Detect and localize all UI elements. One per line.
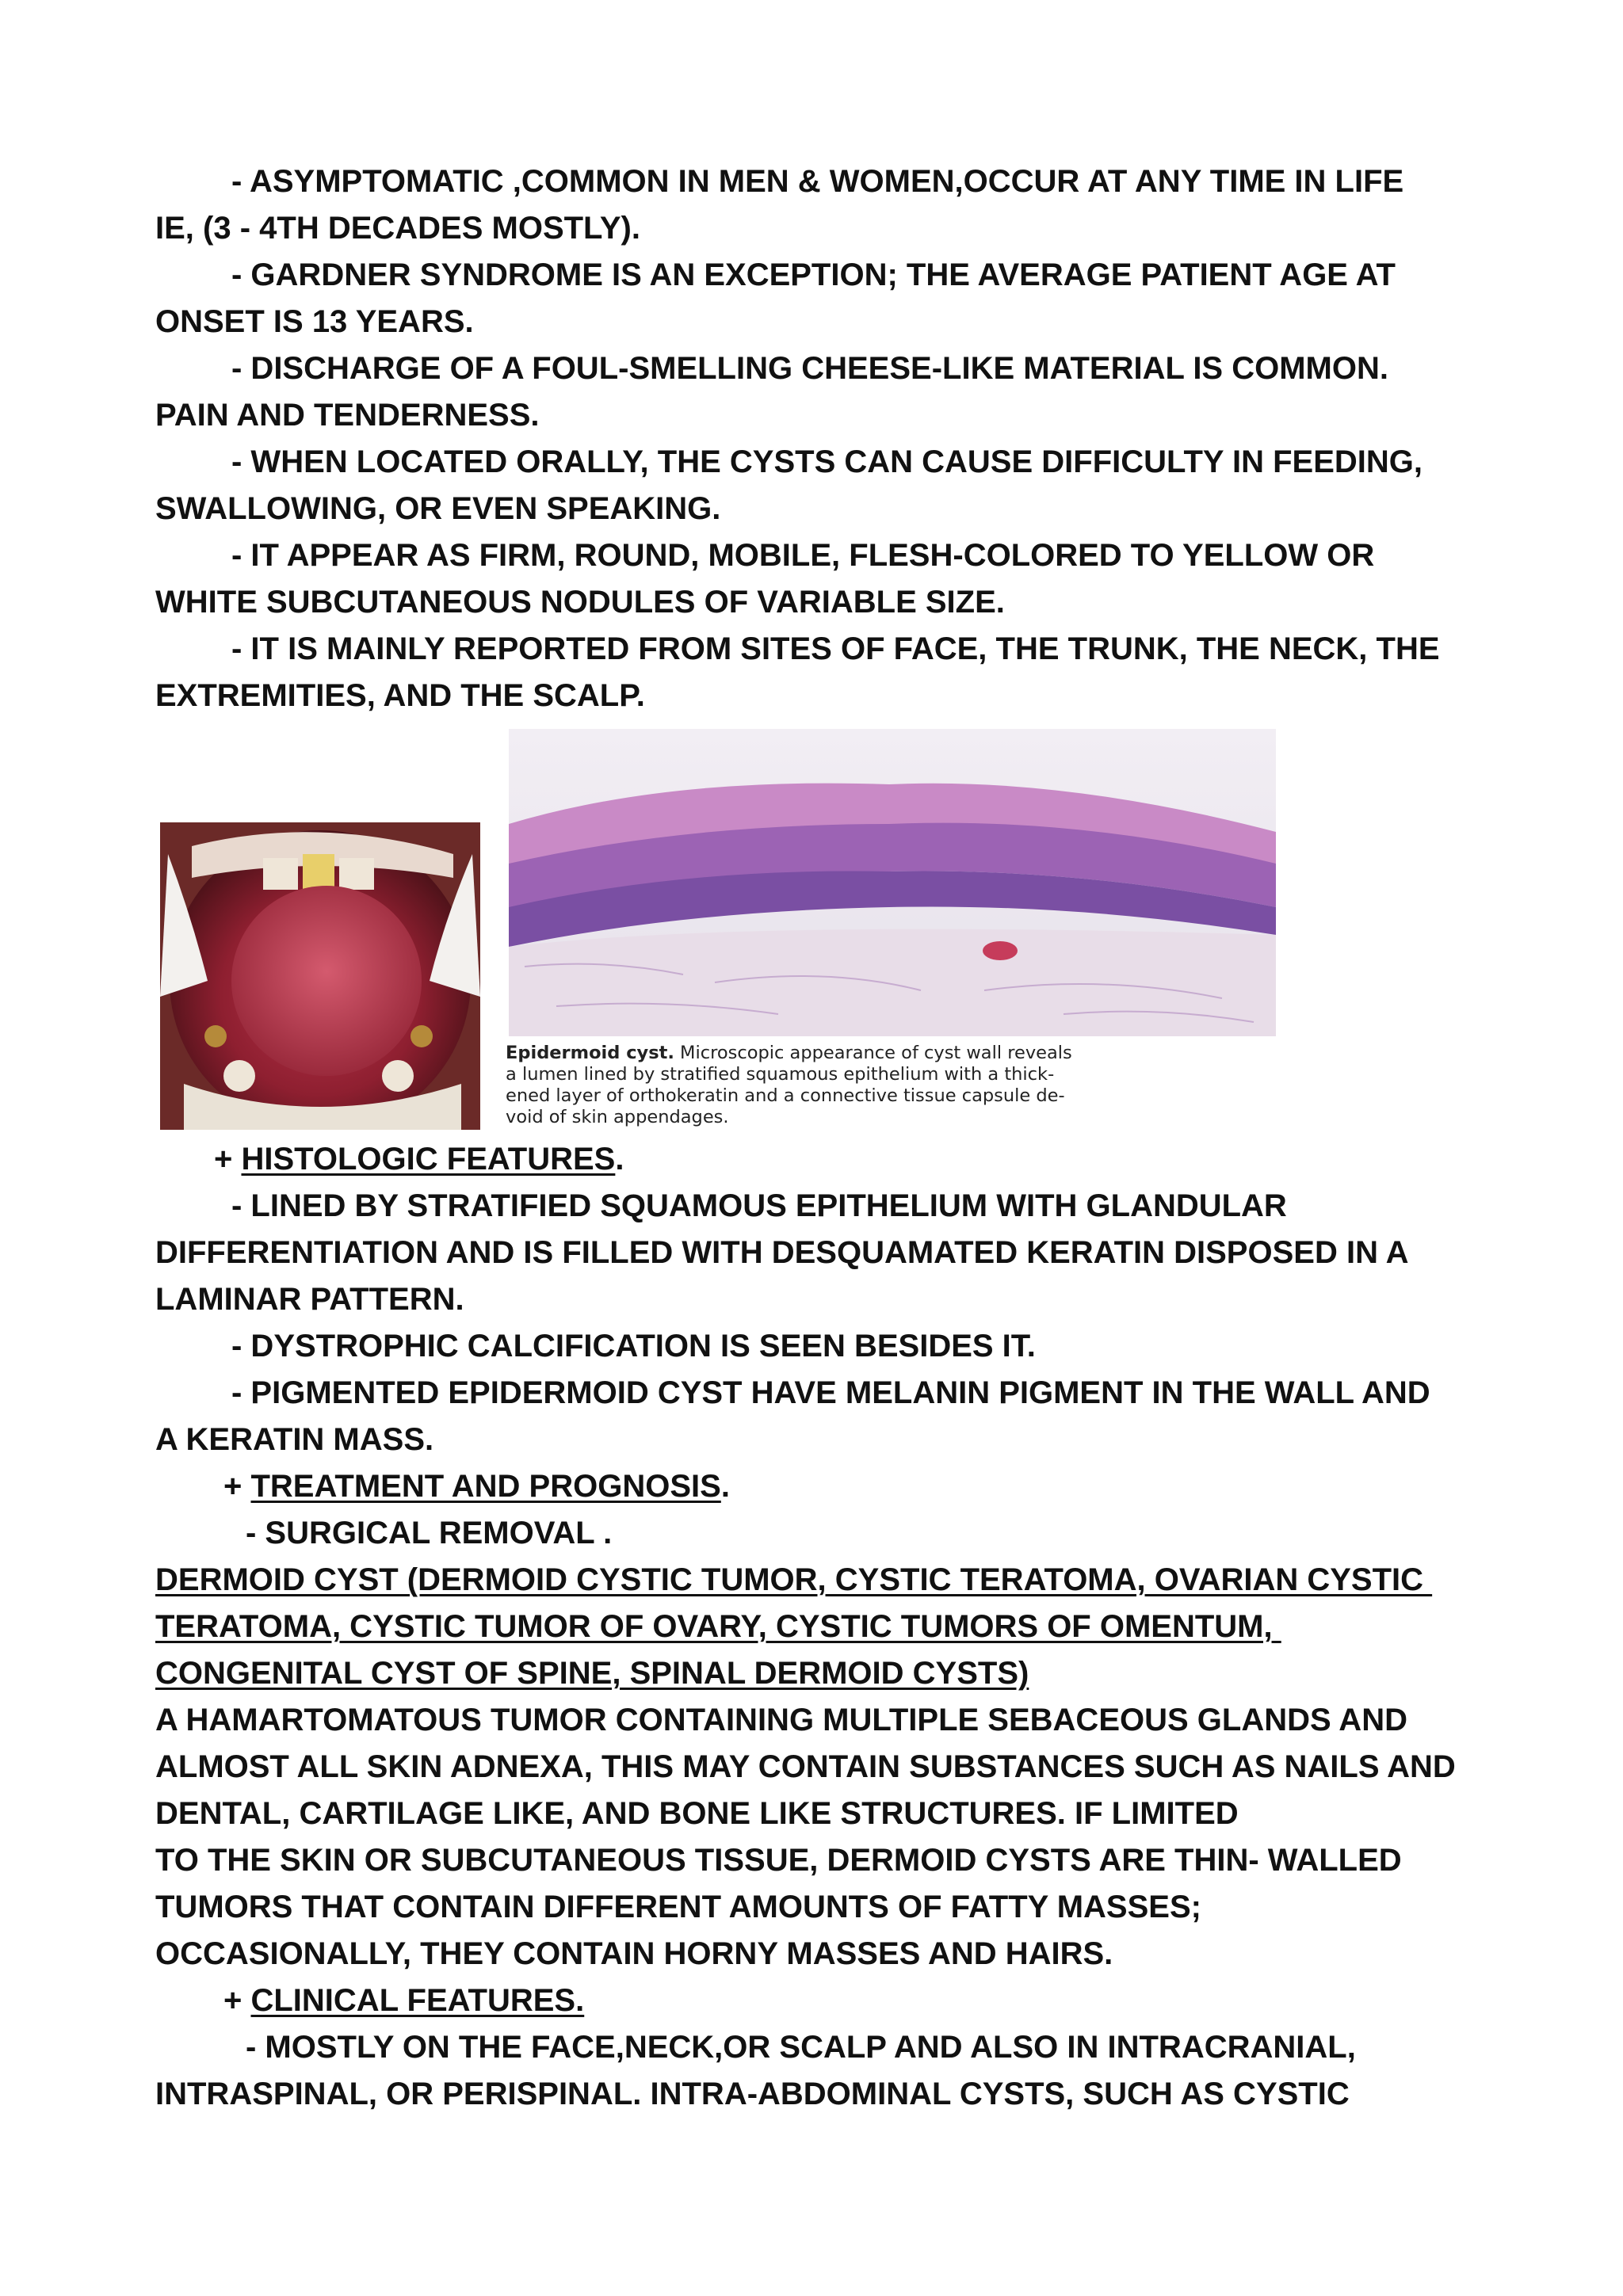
paragraph-line: WHITE SUBCUTANEOUS NODULES OF VARIABLE SIZE. [155,585,1005,620]
bullet-plus: + [223,1469,251,1504]
heading-text: TREATMENT AND PROGNOSIS [250,1469,721,1504]
paragraph-line: - ASYMPTOMATIC ,COMMON IN MEN & WOMEN,OCCUR AT ANY TIME IN LIFE [231,164,1404,199]
paragraph-line: - WHEN LOCATED ORALLY, THE CYSTS CAN CAUSE DIFFICULTY IN FEEDING, [231,444,1423,479]
caption-line: void of skin appendages. [506,1107,729,1127]
paragraph-line: ONSET IS 13 YEARS. [155,304,474,339]
caption-line: Microscopic appearance of cyst wall reveals [674,1043,1072,1063]
section-heading-clinical [155,1978,1571,2024]
paragraph-line: LAMINAR PATTERN. [155,1282,464,1317]
heading-text: CLINICAL FEATURES. [250,1983,585,2018]
paragraph-line: INTRASPINAL, OR PERISPINAL. INTRA-ABDOMINAL CYSTS, SUCH AS CYSTIC [155,2077,1350,2111]
paragraph-line: - DYSTROPHIC CALCIFICATION IS SEEN BESIDES IT. [231,1329,1036,1363]
section-heading-treatment [155,1463,1571,1510]
paragraph-line: - MOSTLY ON THE FACE,NECK,OR SCALP AND ALSO IN INTRACRANIAL, [246,2030,1356,2065]
bullet-plus: + [223,1983,251,2018]
paragraph-line: OCCASIONALLY, THEY CONTAIN HORNY MASSES AND HAIRS. [155,1936,1113,1971]
histology-caption [506,1043,1298,1128]
paragraph-line: - LINED BY STRATIFIED SQUAMOUS EPITHELIUM WITH GLANDULAR [231,1188,1287,1223]
section-heading-histologic [155,1136,1561,1183]
histology-micrograph [509,729,1276,1036]
paragraph-line: DIFFERENTIATION AND IS FILLED WITH DESQUAMATED KERATIN DISPOSED IN A [155,1235,1409,1270]
paragraph-line: SWALLOWING, OR EVEN SPEAKING. [155,491,721,526]
paragraph-line: PAIN AND TENDERNESS. [155,398,540,433]
dermoid-title-line: DERMOID CYST (DERMOID CYSTIC TUMOR, CYSTIC TERATOMA, OVARIAN CYSTIC [155,1562,1433,1597]
paragraph-line: ALMOST ALL SKIN ADNEXA, THIS MAY CONTAIN SUBSTANCES SUCH AS NAILS AND [155,1749,1456,1784]
paragraph-line: - PIGMENTED EPIDERMOID CYST HAVE MELANIN PIGMENT IN THE WALL AND [231,1375,1430,1410]
paragraph-line: IE, (3 - 4TH DECADES MOSTLY). [155,211,640,246]
paragraph-line: DENTAL, CARTILAGE LIKE, AND BONE LIKE STRUCTURES. IF LIMITED [155,1796,1239,1831]
paragraph-line: TO THE SKIN OR SUBCUTANEOUS TISSUE, DERMOID CYSTS ARE THIN- WALLED [155,1843,1402,1878]
caption-bold: Epidermoid cyst. [506,1043,674,1063]
caption-line: a lumen lined by stratified squamous epithelium with a thick- [506,1064,1055,1085]
heading-text: HISTOLOGIC FEATURES [241,1142,616,1177]
paragraph-line: - SURGICAL REMOVAL . [246,1516,613,1550]
dermoid-title-line: TERATOMA, CYSTIC TUMOR OF OVARY, CYSTIC TUMORS OF OMENTUM, [155,1609,1281,1644]
paragraph-line: A HAMARTOMATOUS TUMOR CONTAINING MULTIPLE SEBACEOUS GLANDS AND [155,1703,1407,1737]
heading-period: . [720,1469,730,1504]
paragraph-line: - IT APPEAR AS FIRM, ROUND, MOBILE, FLESH-COLORED TO YELLOW OR [231,538,1375,573]
clinical-photo-oral-cavity [160,822,480,1130]
bullet-plus: + [214,1142,242,1177]
paragraph-line: A KERATIN MASS. [155,1422,434,1457]
paragraph-line: - GARDNER SYNDROME IS AN EXCEPTION; THE AVERAGE PATIENT AGE AT [231,257,1396,292]
dermoid-title-line: CONGENITAL CYST OF SPINE, SPINAL DERMOID CYSTS) [155,1656,1029,1691]
paragraph-line: EXTREMITIES, AND THE SCALP. [155,678,645,713]
paragraph-line: TUMORS THAT CONTAIN DIFFERENT AMOUNTS OF FATTY MASSES; [155,1890,1201,1924]
paragraph-line: - IT IS MAINLY REPORTED FROM SITES OF FACE, THE TRUNK, THE NECK, THE [231,631,1440,666]
heading-period: . [615,1142,624,1177]
caption-line: ened layer of orthokeratin and a connective tissue capsule de- [506,1085,1065,1106]
paragraph-line: - DISCHARGE OF A FOUL-SMELLING CHEESE-LIKE MATERIAL IS COMMON. [231,351,1388,386]
